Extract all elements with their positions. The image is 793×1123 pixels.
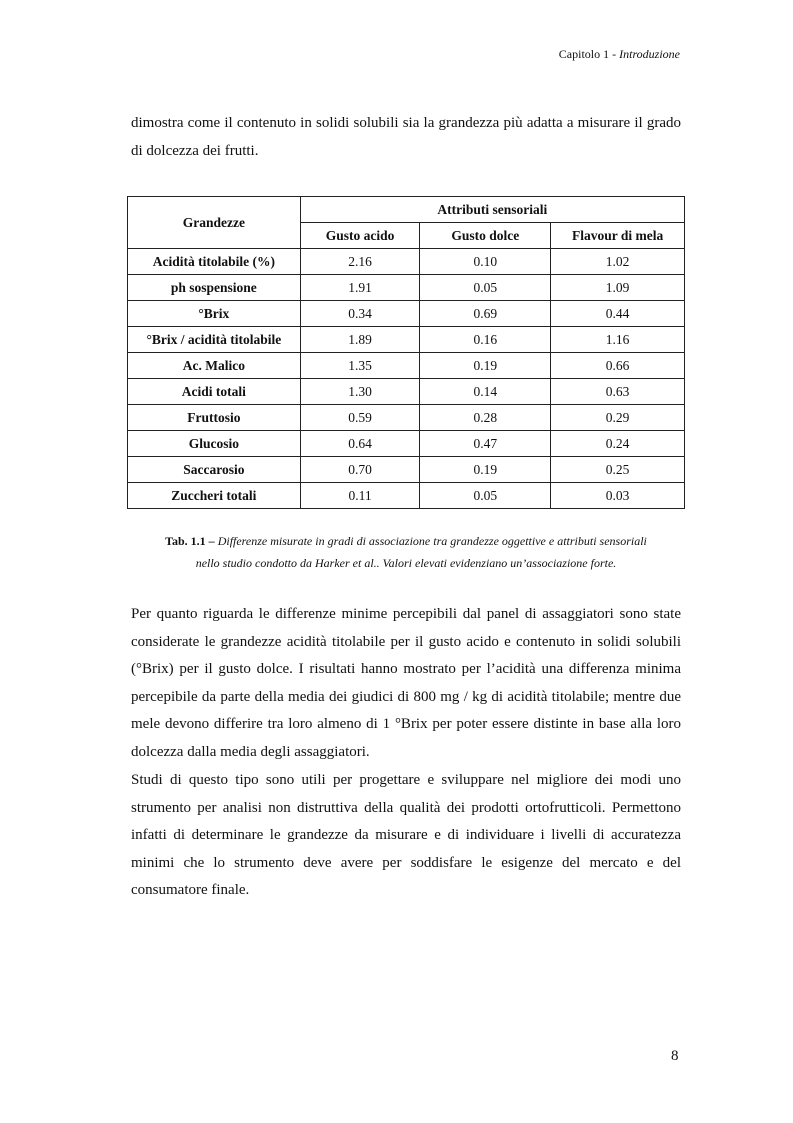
- running-header: [559, 47, 680, 62]
- paragraph-studies: Studi di questo tipo sono utili per progettare e sviluppare nel migliore dei modi uno strumento per analisi non distruttiva della qualità dei prodotti ortofrutticoli. Permettono infatti di determinare le grandezze da misurare e di individuare i livelli di accuratezza minimi che lo strumento deve avere per soddisfare le esigenze del mercato e del consumatore finale.: [131, 772, 681, 898]
- row-label: Zuccheri totali: [128, 483, 301, 509]
- header-grandezze: Grandezze: [128, 197, 301, 249]
- table-row: [128, 483, 685, 509]
- table-cell: 0.47: [420, 431, 551, 457]
- table-cell: 1.02: [551, 249, 685, 275]
- row-label: Fruttosio: [128, 405, 301, 431]
- row-label: Glucosio: [128, 431, 301, 457]
- table-cell: 0.03: [551, 483, 685, 509]
- table-cell: 0.24: [551, 431, 685, 457]
- table-cell: 1.30: [300, 379, 420, 405]
- paragraph-intro: dimostra come il contenuto in solidi solubili sia la grandezza più adatta a misurare il grado di dolcezza dei frutti.: [131, 115, 681, 159]
- column-header: Gusto acido: [300, 223, 420, 249]
- row-label: °Brix: [128, 301, 301, 327]
- table-row: [128, 379, 685, 405]
- row-label: Saccarosio: [128, 457, 301, 483]
- table-cell: 0.59: [300, 405, 420, 431]
- table-cell: 0.16: [420, 327, 551, 353]
- caption-line-2: nello studio condotto da Harker et al.. Valori elevati evidenziano un’associazione forte.: [195, 556, 617, 570]
- table-cell: 1.89: [300, 327, 420, 353]
- table-row: [128, 249, 685, 275]
- table-cell: 0.34: [300, 301, 420, 327]
- association-table: [127, 196, 685, 509]
- header-attributi: Attributi sensoriali: [300, 197, 684, 223]
- table-cell: 0.14: [420, 379, 551, 405]
- column-header: Gusto dolce: [420, 223, 551, 249]
- table-cell: 0.63: [551, 379, 685, 405]
- row-label: Ac. Malico: [128, 353, 301, 379]
- table-cell: 0.64: [300, 431, 420, 457]
- row-label: °Brix / acidità titolabile: [128, 327, 301, 353]
- row-label: Acidità titolabile (%): [128, 249, 301, 275]
- caption-line-1: Differenze misurate in gradi di associazione tra grandezze oggettive e attributi sensoriali: [217, 534, 647, 548]
- table-row: [128, 431, 685, 457]
- table-row: [128, 457, 685, 483]
- table-cell: 0.25: [551, 457, 685, 483]
- row-label: Acidi totali: [128, 379, 301, 405]
- table-cell: 0.05: [420, 275, 551, 301]
- table-row: [128, 405, 685, 431]
- table-caption: [127, 530, 685, 574]
- table-cell: 2.16: [300, 249, 420, 275]
- table-cell: 0.28: [420, 405, 551, 431]
- table-cell: 0.19: [420, 457, 551, 483]
- header-chapter: Capitolo 1 -: [558, 47, 620, 61]
- table-row: [128, 275, 685, 301]
- table-cell: 0.11: [300, 483, 420, 509]
- column-header: Flavour di mela: [551, 223, 685, 249]
- table-cell: 0.70: [300, 457, 420, 483]
- paragraph-differences: Per quanto riguarda le differenze minime percepibili dal panel di assaggiatori sono state considerate le grandezze acidità titolabile per il gusto acido e contenuto in solidi solubili (°Brix) per il gusto dolce. I risultati hanno mostrato per l’acidità una differenza minima percepibile da parte della media dei giudici di 800 mg / kg di acidità titolabile; mentre due mele devono differire tra loro almeno di 1 °Brix per poter essere distinte in base alla loro dolcezza dalla media degli assaggiatori.: [131, 606, 681, 760]
- table-cell: 0.66: [551, 353, 685, 379]
- table-row: [128, 353, 685, 379]
- header-section: Introduzione: [619, 47, 680, 61]
- table-row: [128, 327, 685, 353]
- table-cell: 1.09: [551, 275, 685, 301]
- table-cell: 1.35: [300, 353, 420, 379]
- table-cell: 1.16: [551, 327, 685, 353]
- caption-label: Tab. 1.1 –: [165, 534, 218, 548]
- table-cell: 0.10: [420, 249, 551, 275]
- table-cell: 0.05: [420, 483, 551, 509]
- table-cell: 0.19: [420, 353, 551, 379]
- table-cell: 0.44: [551, 301, 685, 327]
- page-number: 8: [671, 1048, 679, 1064]
- table-cell: 1.91: [300, 275, 420, 301]
- table-row: [128, 301, 685, 327]
- row-label: ph sospensione: [128, 275, 301, 301]
- table-cell: 0.69: [420, 301, 551, 327]
- table-cell: 0.29: [551, 405, 685, 431]
